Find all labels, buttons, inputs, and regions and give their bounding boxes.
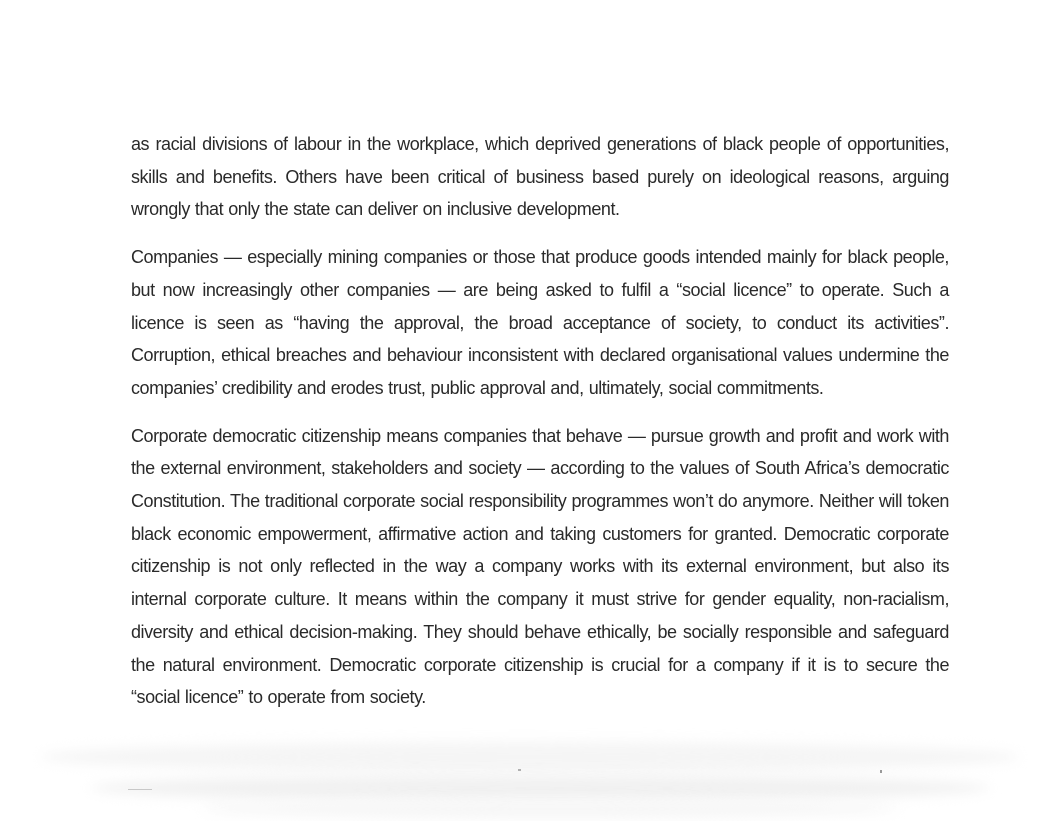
paragraph-racial-divisions: as racial divisions of labour in the workplace, which deprived generations of black people of opportunities, skills and benefits. Others have been critical of business based purely on ideological reasons, arguing wrongly that only the state can deliver on inclusive development. [131,134,949,220]
scan-bottom-fade [0,728,1044,821]
paragraph-social-licence: Companies — especially mining companies or those that produce goods intended mainly for black people, but now increasingly other companies — are being asked to fulfil a “social licence” to operate. Such a licence is seen as “having the approval, the broad acceptance of society, to conduct its activities”. Corruption, ethical breaches and behaviour inconsistent with declared organisational values undermine the companies’ credibility and erodes trust, public approval and, ultimately, social commitments. [131,247,949,398]
body-text [131,128,949,729]
scan-smudge [90,775,990,801]
scan-speck [880,770,882,773]
paragraph-corporate-citizenship: Corporate democratic citizenship means companies that behave — pursue growth and profit and work with the external environment, stakeholders and society — according to the values of South Africa’s democratic Constitution. The traditional corporate social responsibility programmes won’t do anymore. Neither will token black economic empowerment, affirmative action and taking customers for granted. Democratic corporate citizenship is not only reflected in the way a company works with its external environment, but also its internal corporate culture. It means within the company it must strive for gender equality, non-racialism, diversity and ethical decision-making. They should behave ethically, be socially responsible and safeguard the natural environment. Democratic corporate citizenship is crucial for a company if it is to secure the “social licence” to operate from society. [131,425,949,708]
scan-smudge [40,742,1020,772]
scan-smudge [200,800,900,818]
scan-speck [128,789,152,790]
scan-speck [518,769,521,771]
